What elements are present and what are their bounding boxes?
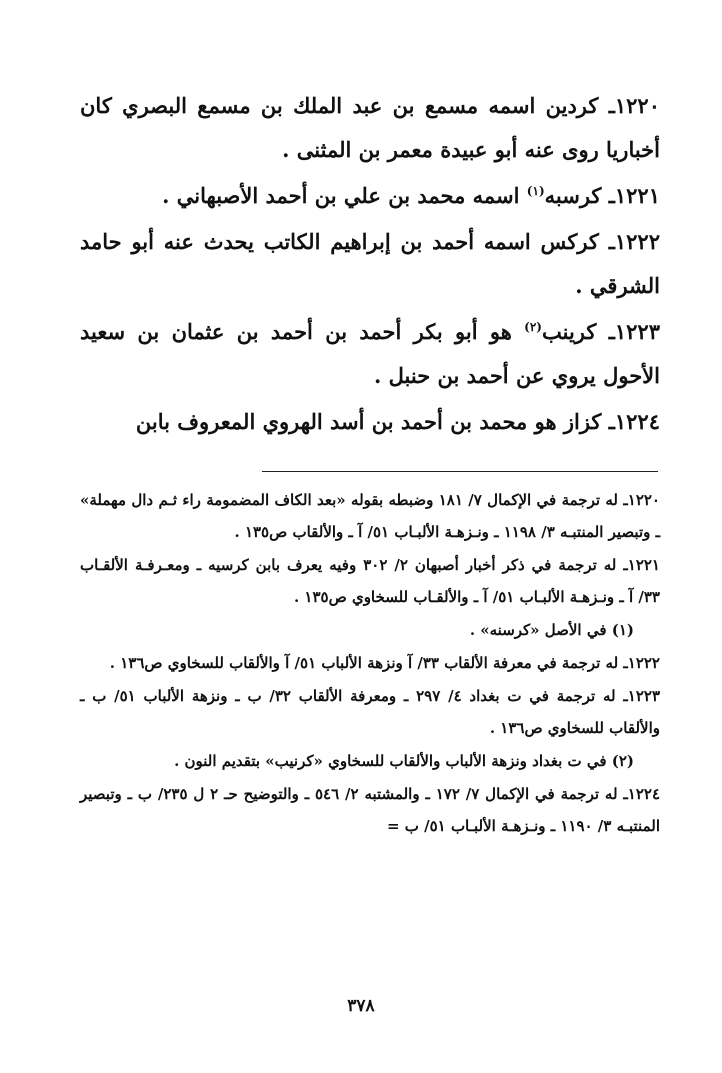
note-1224: ١٢٢٤ـ له ترجمة في الإكمال ٧/ ١٧٢ ـ والمشتبه ٢/ ٥٤٦ ـ والتوضيح حـ ٢ ل ٢٣٥/ ب ـ وتبصير المنتبـه ٣/ ١١٩٠ ـ ونـزهـة الألبـاب ٥١/ ب = bbox=[80, 785, 661, 835]
entry-1220: ١٢٢٠ـ كردين اسمه مسمع بن عبد الملك بن مسمع البصري كان أخباريا روى عنه أبو عبيدة معمر بن المثنى . bbox=[80, 93, 660, 162]
main-text bbox=[80, 84, 660, 446]
entry-1224: ١٢٢٤ـ كزاز هو محمد بن أحمد بن أسد الهروي المعروف بابن bbox=[135, 409, 660, 434]
footnote-1: (١) في الأصل «كرسنه» . bbox=[469, 621, 634, 639]
footnote-ref-2: (٢) bbox=[524, 320, 542, 334]
footnotes bbox=[80, 484, 660, 843]
note-1222: ١٢٢٢ـ له ترجمة في معرفة الألقاب ٣٣/ آ ونزهة الألباب ٥١/ آ والألقاب للسخاوي ص١٣٦ . bbox=[109, 654, 660, 672]
footnote-2: (٢) في ت بغداد ونزهة الألباب والألقاب للسخاوي «كرنيب» بتقديم النون . bbox=[174, 752, 634, 770]
footnote-ref-1: (١) bbox=[526, 184, 545, 198]
entry-1223: ١٢٢٣ـ كرينب$^{(٢)}$ هو أبو بكر أحمد بن أحمد بن عثمان بن سعيد الأحول يروي عن أحمد بن حنبل . bbox=[80, 319, 660, 388]
page-number: ٣٧٨ bbox=[347, 996, 375, 1016]
entry-1221: ١٢٢١ـ كرسبه$^{(١)}$ اسمه محمد بن علي بن أحمد الأصبهاني . bbox=[162, 183, 660, 208]
note-1223: ١٢٢٣ـ له ترجمة في ت بغداد ٤/ ٢٩٧ ـ ومعرفة الألقاب ٣٢/ ب ـ ونزهة الألباب ٥١/ ب ـ والألقاب للسخاوي ص١٣٦ . bbox=[80, 687, 661, 737]
footnote-separator bbox=[262, 471, 658, 472]
note-1220: ١٢٢٠ـ له ترجمة في الإكمال ٧/ ١٨١ وضبطه بقوله «بعد الكاف المضمومة راء ثـم دال مهملة» ـ وتبصير المنتبـه ٣/ ١١٩٨ ـ ونـزهـة الألبـاب ٥١/ آ ـ والألقاب ص١٣٥ . bbox=[80, 491, 660, 541]
note-1221: ١٢٢١ـ له ترجمة في ذكر أخبار أصبهان ٢/ ٣٠٢ وفيه يعرف بابن كرسيه ـ ومعـرفـة الألقـاب ٣٣/ آ ـ ونـزهـة الألبـاب ٥١/ آ ـ والألقـاب للسخاوي ص١٣٥ . bbox=[80, 556, 660, 606]
entry-1222: ١٢٢٢ـ كركس اسمه أحمد بن إبراهيم الكاتب يحدث عنه أبو حامد الشرقي . bbox=[80, 229, 660, 298]
